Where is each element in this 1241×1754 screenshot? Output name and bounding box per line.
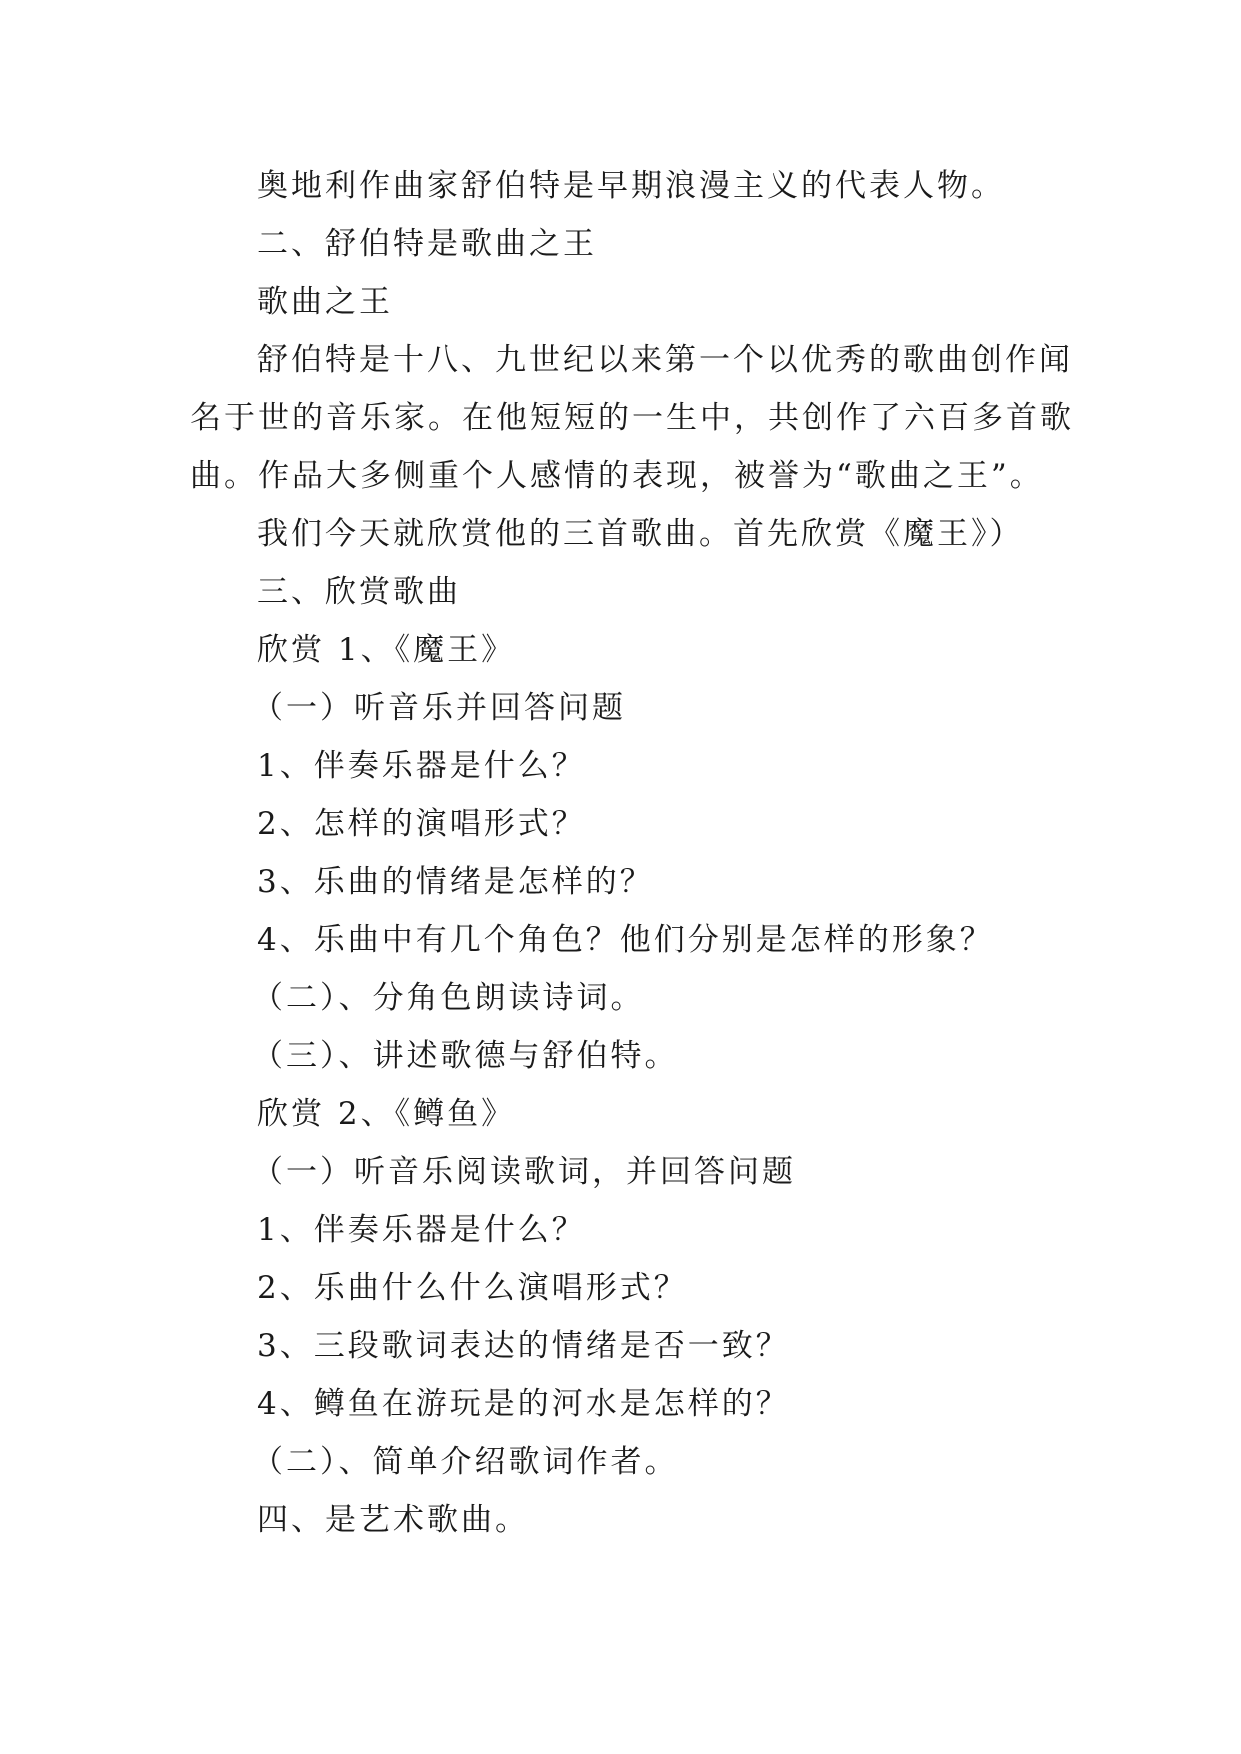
list-heading: （一）听音乐并回答问题 (252, 690, 626, 726)
text-line: 曲。作品大多侧重个人感情的表现，被誉为“歌曲之王”。 (190, 458, 1044, 494)
subheading: 欣赏 2、《鳟鱼》 (257, 1096, 516, 1132)
list-heading: （二）、简单介绍歌词作者。 (252, 1444, 679, 1480)
text-line: 我们今天就欣赏他的三首歌曲。首先欣赏《魔王》） (257, 516, 1024, 552)
section-heading: 三、欣赏歌曲 (257, 574, 461, 610)
list-heading: （二）、分角色朗读诗词。 (252, 980, 645, 1016)
list-item: 2、乐曲什么什么演唱形式？ (257, 1270, 688, 1306)
list-heading: （三）、讲述歌德与舒伯特。 (252, 1038, 679, 1074)
text-line: 奥地利作曲家舒伯特是早期浪漫主义的代表人物。 (257, 168, 1005, 204)
subheading: 歌曲之王 (257, 284, 393, 320)
list-item: 4、鳟鱼在游玩是的河水是怎样的？ (257, 1386, 790, 1422)
list-item: 1、伴奏乐器是什么？ (257, 1212, 586, 1248)
list-heading: （一）听音乐阅读歌词，并回答问题 (252, 1154, 796, 1190)
section-heading: 四、是艺术歌曲。 (257, 1502, 529, 1538)
text-line: 名于世的音乐家。在他短短的一生中，共创作了六百多首歌 (190, 400, 1074, 436)
list-item: 1、伴奏乐器是什么？ (257, 748, 586, 784)
subheading: 欣赏 1、《魔王》 (257, 632, 516, 668)
list-item: 2、怎样的演唱形式？ (257, 806, 586, 842)
list-item: 3、乐曲的情绪是怎样的？ (257, 864, 654, 900)
list-item: 3、三段歌词表达的情绪是否一致？ (257, 1328, 790, 1364)
list-item: 4、乐曲中有几个角色？他们分别是怎样的形象？ (257, 922, 994, 958)
section-heading: 二、舒伯特是歌曲之王 (257, 226, 597, 262)
text-line: 舒伯特是十八、九世纪以来第一个以优秀的歌曲创作闻 (257, 342, 1073, 378)
